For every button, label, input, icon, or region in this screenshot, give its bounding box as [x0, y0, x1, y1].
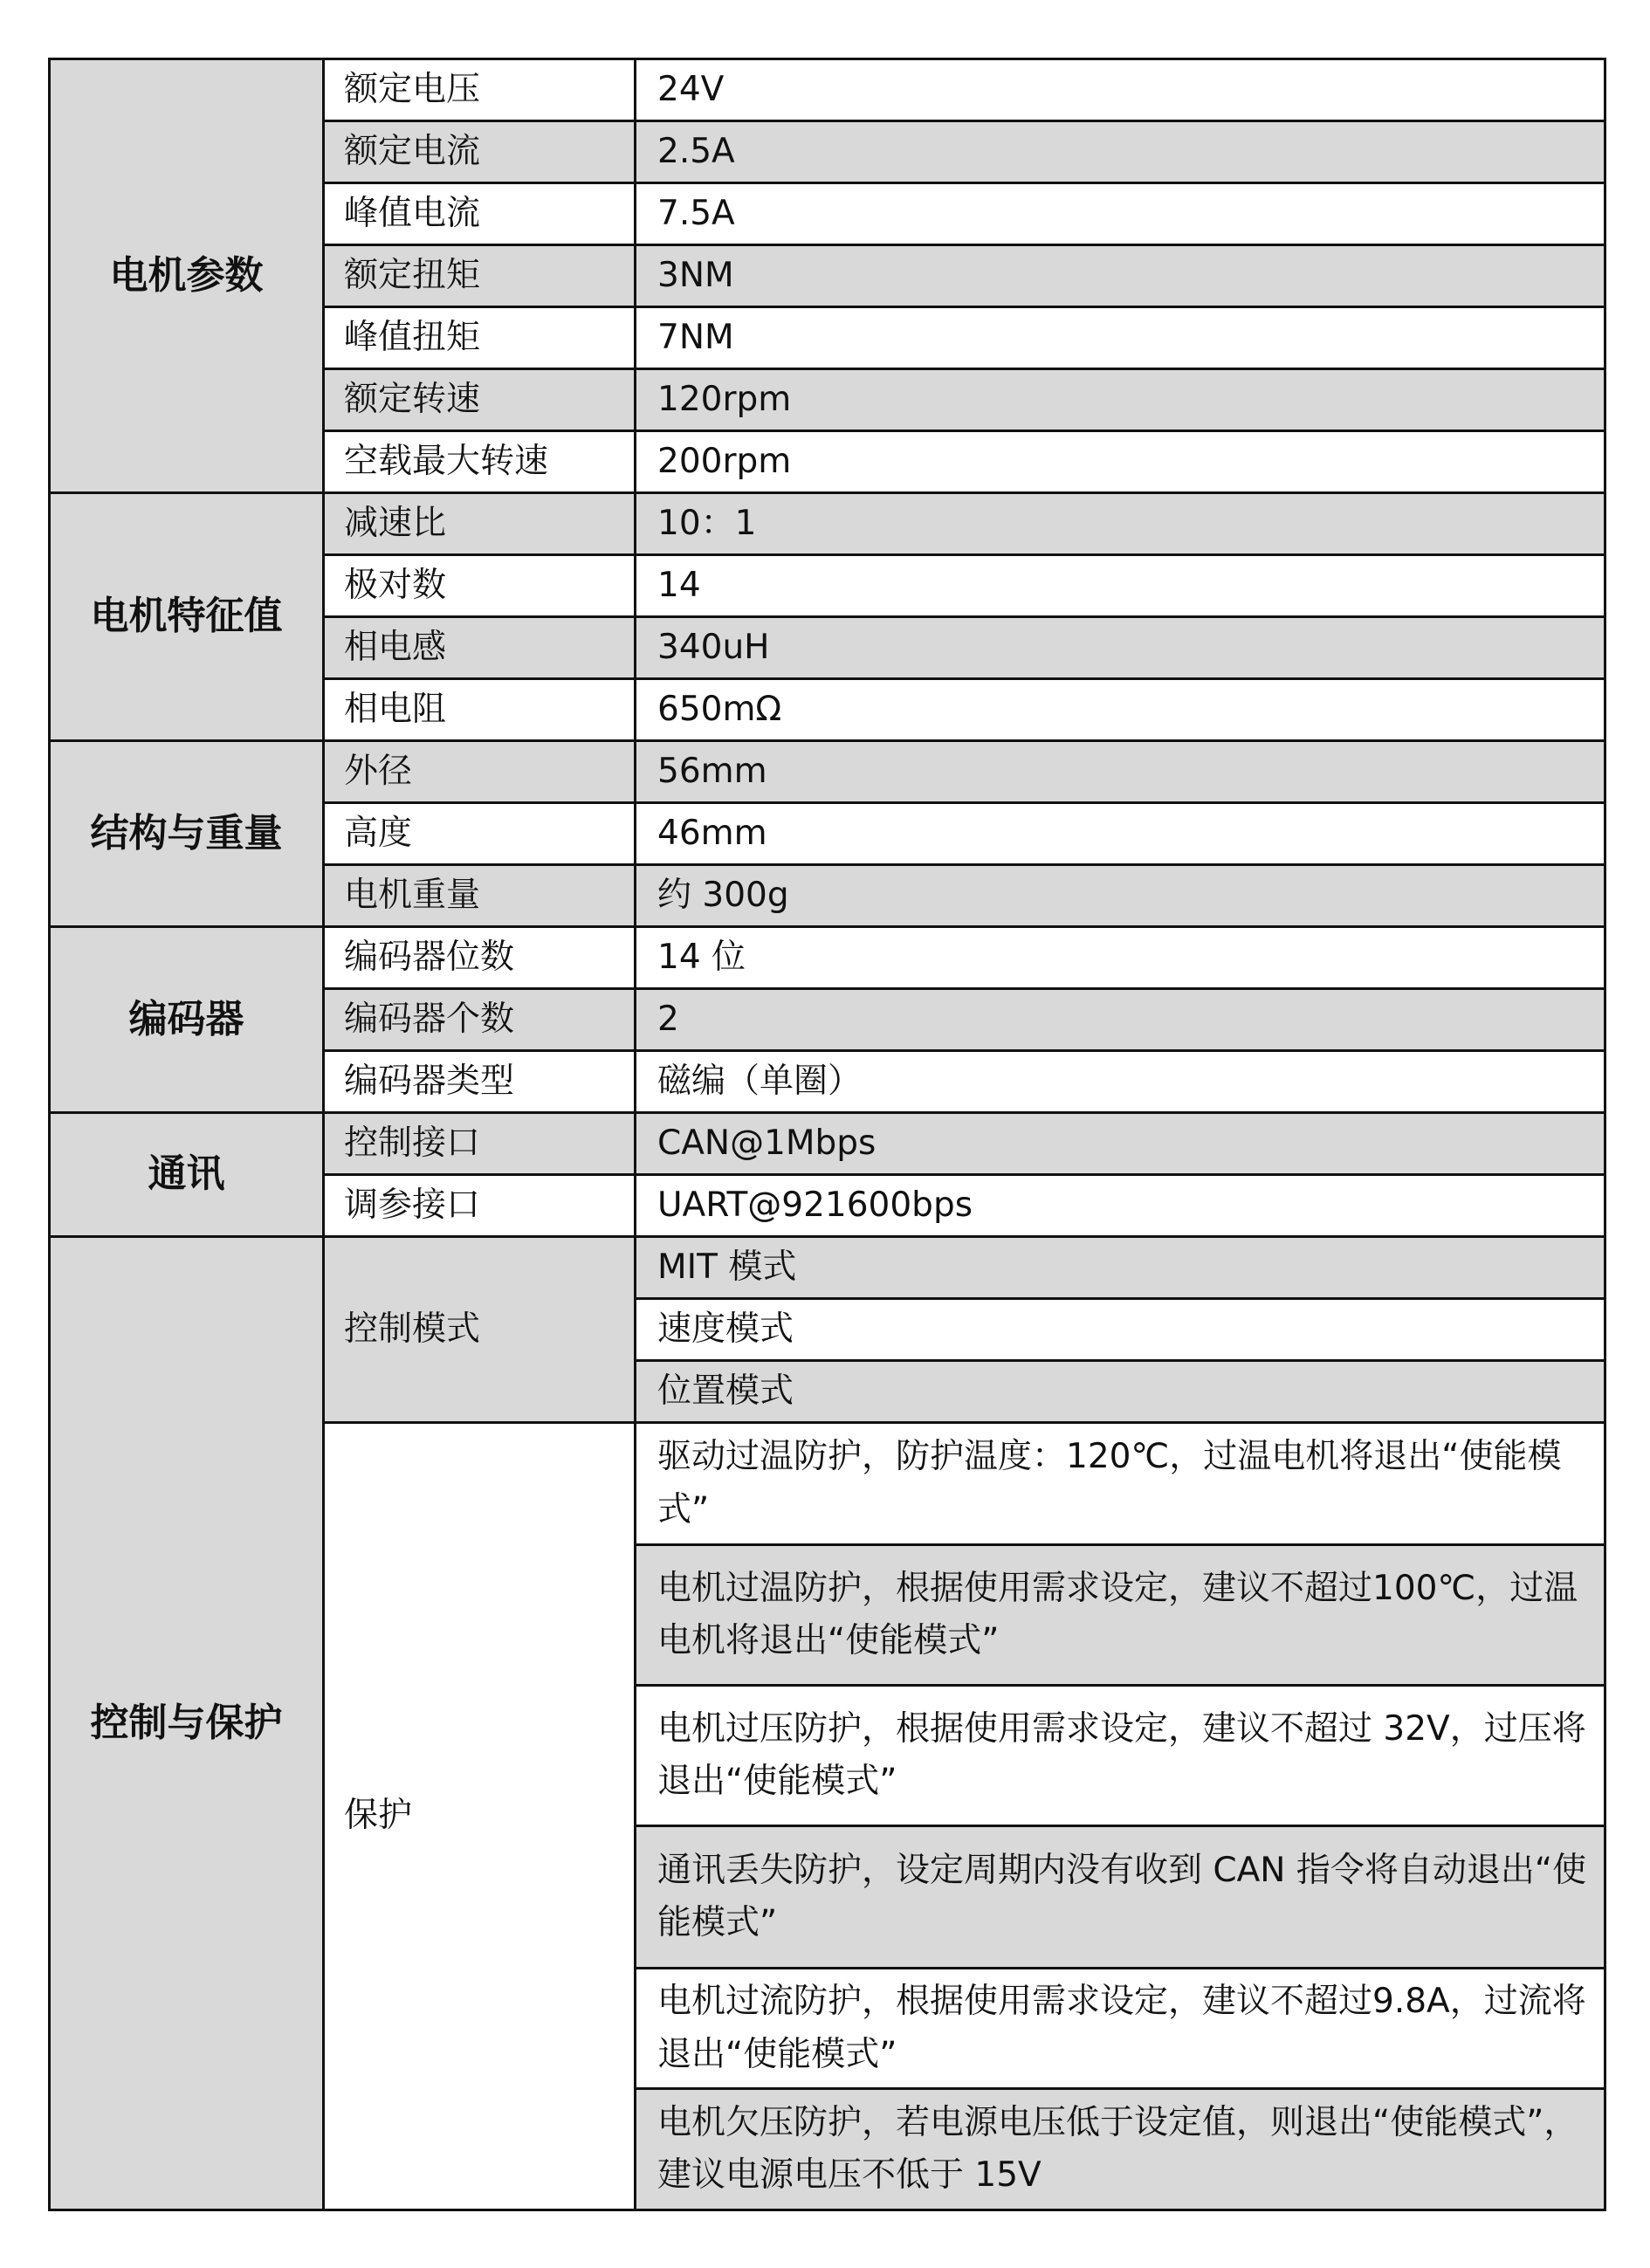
- param-value: 约 300g: [636, 865, 1605, 927]
- category-cell: 结构与重量: [50, 741, 324, 927]
- category-cell: 编码器: [50, 927, 324, 1113]
- param-label: 极对数: [324, 555, 636, 617]
- param-label: 电机重量: [324, 865, 636, 927]
- param-label: 峰值扭矩: [324, 307, 636, 369]
- spec-table: [48, 58, 1606, 2211]
- param-value: 通讯丢失防护，设定周期内没有收到 CAN 指令将自动退出“使能模式”: [636, 1826, 1605, 1969]
- param-label: 额定电流: [324, 121, 636, 183]
- table-row: [50, 741, 1605, 803]
- table-row: [50, 493, 1605, 555]
- category-cell: 电机参数: [50, 59, 324, 493]
- param-label: 额定扭矩: [324, 245, 636, 307]
- param-value: 位置模式: [636, 1361, 1605, 1423]
- param-label: 调参接口: [324, 1175, 636, 1237]
- param-value: 340uH: [636, 617, 1605, 679]
- param-value: 7NM: [636, 307, 1605, 369]
- param-value: 速度模式: [636, 1299, 1605, 1361]
- param-label: 峰值电流: [324, 183, 636, 245]
- param-value: 7.5A: [636, 183, 1605, 245]
- param-value: 200rpm: [636, 431, 1605, 493]
- param-value: 120rpm: [636, 369, 1605, 431]
- table-row: [50, 59, 1605, 121]
- param-value: 24V: [636, 59, 1605, 121]
- param-value: 2: [636, 989, 1605, 1051]
- param-value: 3NM: [636, 245, 1605, 307]
- param-label: 额定电压: [324, 59, 636, 121]
- param-label: 保护: [324, 1423, 636, 2210]
- param-value: CAN@1Mbps: [636, 1113, 1605, 1175]
- param-value: 电机过压防护，根据使用需求设定，建议不超过 32V，过压将退出“使能模式”: [636, 1686, 1605, 1826]
- param-value: MIT 模式: [636, 1237, 1605, 1299]
- category-cell: 通讯: [50, 1113, 324, 1237]
- param-label: 额定转速: [324, 369, 636, 431]
- param-label: 相电阻: [324, 679, 636, 741]
- param-value: 电机过流防护，根据使用需求设定，建议不超过9.8A，过流将退出“使能模式”: [636, 1969, 1605, 2089]
- table-row: [50, 927, 1605, 989]
- param-value: 驱动过温防护，防护温度：120℃，过温电机将退出“使能模式”: [636, 1423, 1605, 1545]
- param-label: 高度: [324, 803, 636, 865]
- param-label: 控制模式: [324, 1237, 636, 1423]
- param-label: 空载最大转速: [324, 431, 636, 493]
- param-label: 外径: [324, 741, 636, 803]
- param-value: UART@921600bps: [636, 1175, 1605, 1237]
- param-label: 减速比: [324, 493, 636, 555]
- param-value: 56mm: [636, 741, 1605, 803]
- param-value: 650mΩ: [636, 679, 1605, 741]
- category-cell: 控制与保护: [50, 1237, 324, 2210]
- param-label: 编码器个数: [324, 989, 636, 1051]
- param-label: 相电感: [324, 617, 636, 679]
- param-value: 14: [636, 555, 1605, 617]
- param-label: 控制接口: [324, 1113, 636, 1175]
- param-value: 2.5A: [636, 121, 1605, 183]
- param-value: 电机欠压防护，若电源电压低于设定值，则退出“使能模式”，建议电源电压不低于 15V: [636, 2089, 1605, 2210]
- table-row: [50, 1237, 1605, 1299]
- category-cell: 电机特征值: [50, 493, 324, 741]
- param-value: 10：1: [636, 493, 1605, 555]
- param-label: 编码器位数: [324, 927, 636, 989]
- param-value: 46mm: [636, 803, 1605, 865]
- param-value: 电机过温防护，根据使用需求设定，建议不超过100℃，过温电机将退出“使能模式”: [636, 1545, 1605, 1686]
- table-row: [50, 1113, 1605, 1175]
- param-value: 磁编（单圈）: [636, 1051, 1605, 1113]
- param-value: 14 位: [636, 927, 1605, 989]
- param-label: 编码器类型: [324, 1051, 636, 1113]
